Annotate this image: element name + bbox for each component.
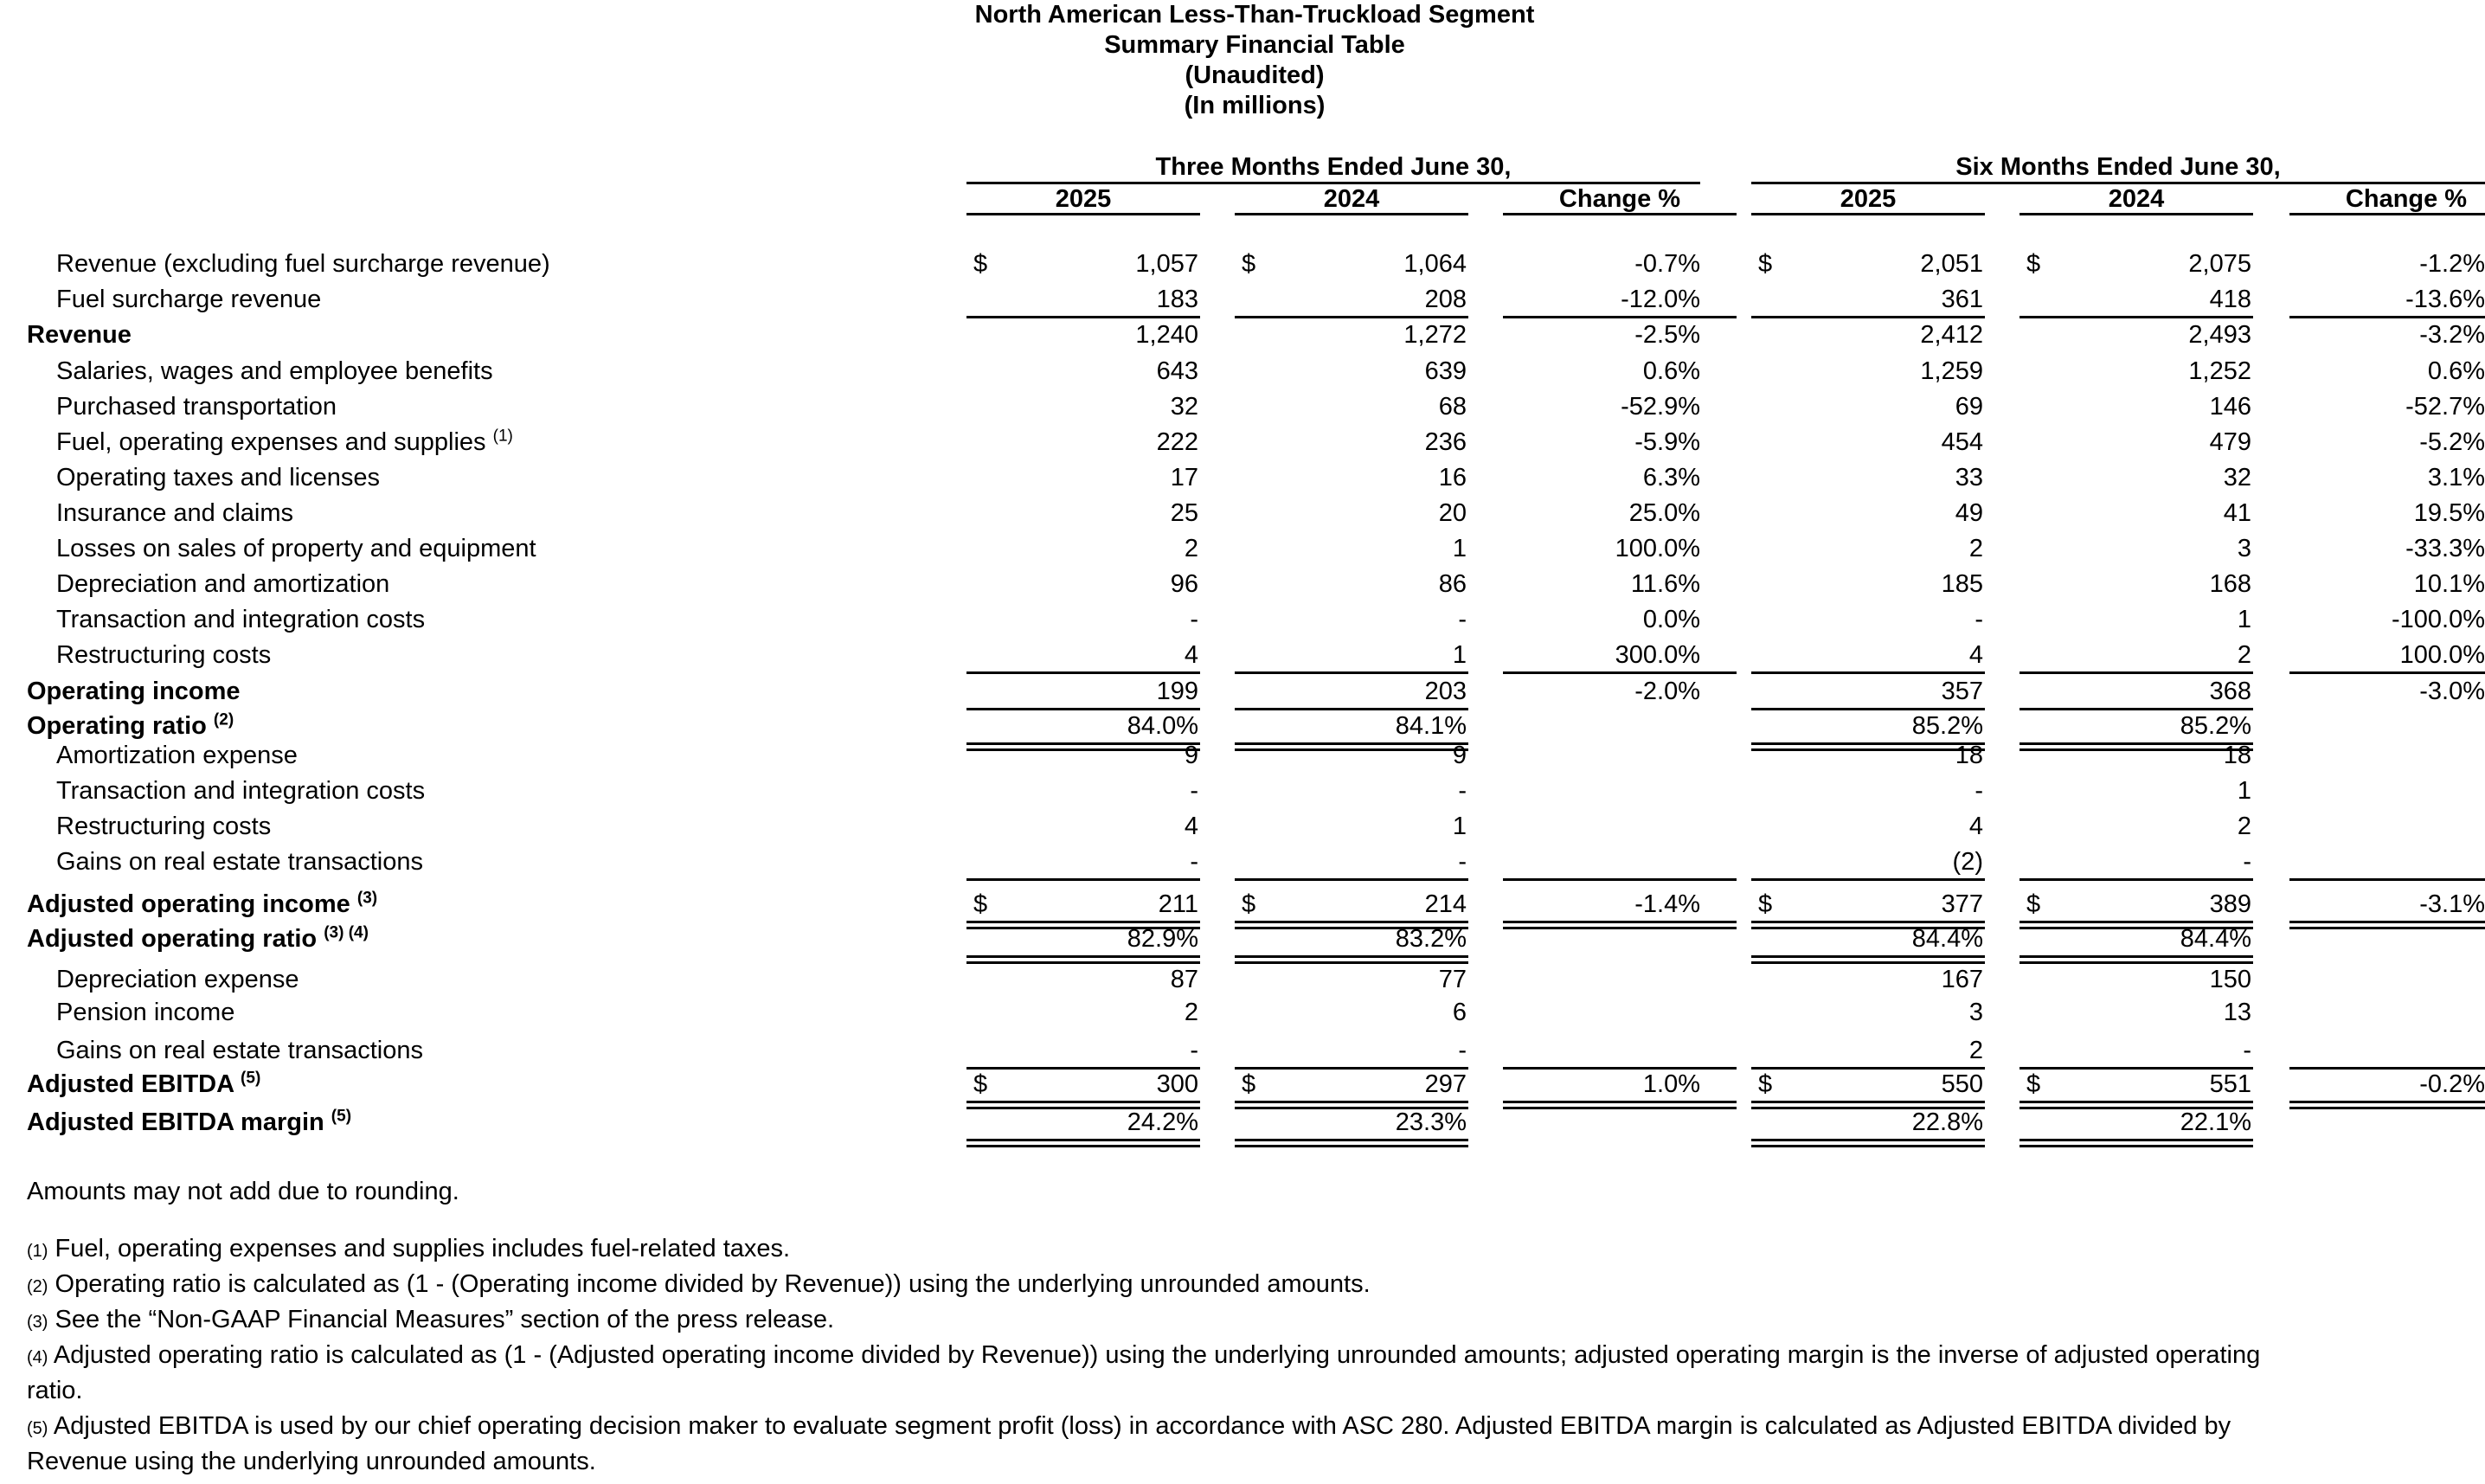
table-cell: -2.5% — [1634, 321, 1700, 349]
table-cell: 22.8% — [1911, 1108, 1983, 1136]
row-label: Revenue (excluding fuel surcharge revenue) — [56, 250, 550, 278]
row-label: Salaries, wages and employee benefits — [56, 357, 493, 385]
currency-symbol: $ — [1242, 1070, 1256, 1098]
double-underline — [966, 955, 1200, 964]
double-underline — [2019, 955, 2253, 964]
report-subtitle: Summary Financial Table — [1104, 31, 1405, 59]
table-cell: 13 — [2223, 999, 2251, 1026]
total-underline — [1503, 878, 1737, 881]
footnote — [27, 1303, 2276, 1339]
double-underline — [1235, 955, 1468, 964]
table-cell: 199 — [1156, 678, 1198, 705]
table-cell: 377 — [1941, 890, 1983, 918]
unaudited-label: (Unaudited) — [1185, 61, 1325, 89]
table-cell: -3.1% — [2419, 890, 2485, 918]
currency-symbol: $ — [973, 250, 988, 278]
column-header-underline — [1235, 213, 1468, 215]
total-underline — [966, 878, 1200, 881]
three-months-header: Three Months Ended June 30, — [1155, 153, 1512, 181]
table-cell: - — [1975, 777, 1983, 805]
table-cell: 18 — [2223, 742, 2251, 769]
table-cell: 550 — [1941, 1070, 1983, 1098]
table-cell: 2,493 — [2188, 321, 2251, 349]
table-cell: 86 — [1438, 570, 1467, 598]
currency-symbol: $ — [2026, 1070, 2041, 1098]
double-underline — [966, 1101, 1200, 1109]
table-cell: 300 — [1156, 1070, 1198, 1098]
table-cell: -1.4% — [1634, 890, 1700, 918]
double-underline — [2289, 1101, 2485, 1109]
total-underline — [1235, 316, 1468, 318]
footnote — [27, 1339, 2276, 1407]
table-cell: 2 — [2237, 641, 2251, 669]
table-cell: 479 — [2209, 428, 2251, 456]
double-underline — [1751, 1139, 1985, 1147]
table-cell: 84.0% — [1127, 712, 1198, 740]
table-cell: 100.0% — [2399, 641, 2485, 669]
table-cell: - — [1190, 848, 1198, 876]
table-cell: -0.2% — [2419, 1070, 2485, 1098]
currency-symbol: $ — [1242, 890, 1256, 918]
table-cell: 1,272 — [1403, 321, 1467, 349]
row-label: Transaction and integration costs — [56, 777, 426, 805]
table-cell: 25 — [1170, 499, 1198, 527]
table-cell: 3.1% — [2427, 464, 2485, 491]
row-label: Adjusted EBITDA margin $^{(5)}$ — [27, 1107, 352, 1136]
table-cell: -0.7% — [1634, 250, 1700, 278]
table-cell: 6.3% — [1642, 464, 1700, 491]
table-cell: -12.0% — [1621, 286, 1700, 313]
row-label: Adjusted operating ratio $^{(3) (4)}$ — [27, 923, 369, 953]
double-underline — [1503, 921, 1737, 929]
table-cell: 2,412 — [1920, 321, 1983, 349]
table-cell: 10.1% — [2413, 570, 2485, 598]
currency-symbol: $ — [1758, 890, 1773, 918]
table-cell: 6 — [1452, 999, 1467, 1026]
double-underline — [1235, 1139, 1468, 1147]
row-label: Fuel surcharge revenue — [56, 286, 322, 313]
table-cell: 32 — [2223, 464, 2251, 491]
row-label: Gains on real estate transactions — [56, 1037, 423, 1064]
table-cell: 25.0% — [1628, 499, 1700, 527]
footnote-marker: (1) — [27, 1242, 48, 1261]
footnote-marker: (2) — [213, 710, 234, 729]
table-cell: 84.4% — [1911, 925, 1983, 953]
table-cell: -100.0% — [2391, 606, 2485, 633]
table-cell: 84.1% — [1395, 712, 1467, 740]
row-label: Depreciation and amortization — [56, 570, 390, 598]
table-cell: 32 — [1170, 393, 1198, 421]
table-cell: 297 — [1424, 1070, 1467, 1098]
table-cell: 16 — [1438, 464, 1467, 491]
table-cell: - — [1975, 606, 1983, 633]
table-cell: 454 — [1941, 428, 1983, 456]
column-header: 2025 — [1840, 185, 1897, 213]
table-cell: 1,240 — [1135, 321, 1198, 349]
row-label: Insurance and claims — [56, 499, 294, 527]
units-label: (In millions) — [1184, 92, 1326, 119]
total-underline — [2019, 878, 2253, 881]
footnote-text: See the “Non-GAAP Financial Measures” section of the press release. — [48, 1306, 835, 1333]
table-cell: 20 — [1438, 499, 1467, 527]
double-underline — [1751, 955, 1985, 964]
table-cell: 85.2% — [2180, 712, 2251, 740]
table-cell: 168 — [2209, 570, 2251, 598]
row-label: Amortization expense — [56, 742, 298, 769]
table-cell: 82.9% — [1127, 925, 1198, 953]
total-underline — [2289, 671, 2485, 674]
footnote-text: Adjusted EBITDA is used by our chief operating decision maker to evaluate segment profit (loss) in accordance with ASC 280. Adjusted EBITDA margin is calculated as Adjusted EBITDA divided by Revenue using the underlying unrounded amounts. — [27, 1412, 2231, 1475]
footnote-marker: (3) — [356, 889, 378, 908]
table-cell: 222 — [1156, 428, 1198, 456]
row-label: Adjusted operating income $^{(3)}$ — [27, 889, 378, 918]
table-cell: 96 — [1170, 570, 1198, 598]
table-cell: 361 — [1941, 286, 1983, 313]
table-cell: - — [1458, 848, 1467, 876]
rounding-note: Amounts may not add due to rounding. — [27, 1178, 459, 1205]
double-underline — [1235, 1101, 1468, 1109]
column-header-underline — [2019, 213, 2253, 215]
table-cell: 1 — [2237, 777, 2251, 805]
double-underline — [2289, 921, 2485, 929]
table-cell: 4 — [1184, 641, 1198, 669]
total-underline — [1751, 316, 1985, 318]
total-underline — [2289, 316, 2485, 318]
table-cell: 0.6% — [1642, 357, 1700, 385]
table-cell: (2) — [1952, 848, 1983, 876]
table-cell: -3.2% — [2419, 321, 2485, 349]
currency-symbol: $ — [1758, 250, 1773, 278]
total-underline — [966, 671, 1200, 674]
footnote — [27, 1268, 2276, 1303]
table-cell: 2 — [1968, 1037, 1983, 1064]
row-label: Restructuring costs — [56, 813, 272, 840]
footnote-text: Operating ratio is calculated as (1 - (Operating income divided by Revenue)) using the underlying unrounded amounts. — [48, 1270, 1371, 1298]
table-cell: - — [2243, 848, 2251, 876]
table-cell: 3 — [2237, 535, 2251, 562]
table-cell: -1.2% — [2419, 250, 2485, 278]
table-cell: 208 — [1424, 286, 1467, 313]
table-cell: -5.2% — [2419, 428, 2485, 456]
row-label: Transaction and integration costs — [56, 606, 426, 633]
double-underline — [1751, 1101, 1985, 1109]
column-header: 2024 — [1323, 185, 1380, 213]
total-underline — [2019, 316, 2253, 318]
table-cell: 22.1% — [2180, 1108, 2251, 1136]
double-underline — [1751, 921, 1985, 929]
table-cell: 146 — [2209, 393, 2251, 421]
table-cell: 4 — [1968, 813, 1983, 840]
table-cell: 203 — [1424, 678, 1467, 705]
row-label: Adjusted EBITDA $^{(5)}$ — [27, 1069, 261, 1098]
footnote-marker: (3) (4) — [324, 923, 369, 942]
column-header-underline — [1751, 213, 1985, 215]
table-cell: - — [1190, 777, 1198, 805]
table-cell: 85.2% — [1911, 712, 1983, 740]
double-underline — [1503, 1101, 1737, 1109]
total-underline — [1503, 316, 1737, 318]
currency-symbol: $ — [973, 890, 988, 918]
table-cell: 1 — [1452, 813, 1467, 840]
table-cell: 4 — [1184, 813, 1198, 840]
table-cell: - — [1190, 1037, 1198, 1064]
footnote-marker: (5) — [331, 1107, 352, 1126]
table-cell: 0.0% — [1642, 606, 1700, 633]
column-header: 2025 — [1055, 185, 1112, 213]
footnote-marker: (2) — [27, 1277, 48, 1296]
table-cell: 643 — [1156, 357, 1198, 385]
table-cell: 3 — [1968, 999, 1983, 1026]
table-cell: 84.4% — [2180, 925, 2251, 953]
column-header-underline — [2289, 213, 2485, 215]
table-cell: 83.2% — [1395, 925, 1467, 953]
table-cell: 87 — [1170, 966, 1198, 993]
table-cell: 100.0% — [1615, 535, 1700, 562]
table-cell: 183 — [1156, 286, 1198, 313]
table-cell: -13.6% — [2405, 286, 2485, 313]
total-underline — [1235, 708, 1468, 710]
table-cell: 214 — [1424, 890, 1467, 918]
currency-symbol: $ — [2026, 250, 2041, 278]
total-underline — [1503, 671, 1737, 674]
table-cell: 357 — [1941, 678, 1983, 705]
column-header: Change % — [2345, 185, 2468, 213]
table-cell: -3.0% — [2419, 678, 2485, 705]
table-cell: -2.0% — [1634, 678, 1700, 705]
table-cell: 17 — [1170, 464, 1198, 491]
table-cell: 1,252 — [2188, 357, 2251, 385]
total-underline — [2019, 671, 2253, 674]
table-cell: 211 — [1158, 890, 1198, 918]
table-cell: 9 — [1184, 742, 1198, 769]
total-underline — [1751, 878, 1985, 881]
table-cell: 9 — [1452, 742, 1467, 769]
table-cell: - — [1190, 606, 1198, 633]
row-label: Losses on sales of property and equipment — [56, 535, 536, 562]
table-cell: 11.6% — [1630, 570, 1700, 598]
total-underline — [1751, 671, 1985, 674]
row-label: Pension income — [56, 999, 235, 1026]
table-cell: 185 — [1941, 570, 1983, 598]
table-cell: 49 — [1955, 499, 1983, 527]
table-cell: 1 — [1452, 535, 1467, 562]
table-cell: 1,064 — [1403, 250, 1467, 278]
footnote-marker: (5) — [27, 1419, 48, 1438]
table-cell: - — [1458, 1037, 1467, 1064]
total-underline — [2019, 708, 2253, 710]
table-cell: 389 — [2209, 890, 2251, 918]
double-underline — [966, 1139, 1200, 1147]
total-underline — [1235, 671, 1468, 674]
column-header-underline — [1503, 213, 1737, 215]
currency-symbol: $ — [1242, 250, 1256, 278]
footnote — [27, 1410, 2276, 1478]
table-cell: - — [1458, 606, 1467, 633]
table-cell: 68 — [1438, 393, 1467, 421]
footnote-text: Adjusted operating ratio is calculated as (1 - (Adjusted operating income divided by Revenue)) using the underlying unrounded amounts; adjusted operating margin is the inverse of adjusted operating ratio. — [27, 1341, 2261, 1404]
row-label: Operating ratio $^{(2)}$ — [27, 710, 234, 740]
report-title: North American Less-Than-Truckload Segment — [974, 1, 1535, 29]
table-cell: 2 — [2237, 813, 2251, 840]
footnote-marker: (4) — [27, 1348, 48, 1367]
double-underline — [2019, 1139, 2253, 1147]
table-cell: -52.9% — [1621, 393, 1700, 421]
table-cell: 2 — [1968, 535, 1983, 562]
double-underline — [2019, 1101, 2253, 1109]
table-cell: 368 — [2209, 678, 2251, 705]
table-cell: 1,259 — [1920, 357, 1983, 385]
table-cell: 236 — [1424, 428, 1467, 456]
total-underline — [2289, 878, 2485, 881]
table-cell: 2 — [1184, 999, 1198, 1026]
row-label: Operating income — [27, 678, 241, 705]
row-label: Operating taxes and licenses — [56, 464, 380, 491]
table-cell: 23.3% — [1395, 1108, 1467, 1136]
footnote-marker: (1) — [492, 427, 513, 446]
double-underline — [2019, 921, 2253, 929]
currency-symbol: $ — [1758, 1070, 1773, 1098]
total-underline — [1235, 878, 1468, 881]
footnote-text: Fuel, operating expenses and supplies includes fuel-related taxes. — [48, 1235, 791, 1262]
table-cell: 1,057 — [1135, 250, 1198, 278]
column-header-underline — [966, 213, 1200, 215]
table-cell: -5.9% — [1634, 428, 1700, 456]
footnote-marker: (5) — [241, 1069, 261, 1088]
table-cell: 1 — [2237, 606, 2251, 633]
table-cell: 0.6% — [2427, 357, 2485, 385]
table-cell: -52.7% — [2405, 393, 2485, 421]
double-underline — [1235, 921, 1468, 929]
table-cell: 551 — [2209, 1070, 2251, 1098]
table-cell: 41 — [2223, 499, 2251, 527]
footnote-marker: (3) — [27, 1313, 48, 1332]
row-label: Gains on real estate transactions — [56, 848, 423, 876]
table-cell: 24.2% — [1127, 1108, 1198, 1136]
table-cell: - — [1458, 777, 1467, 805]
table-cell: 4 — [1968, 641, 1983, 669]
table-cell: 69 — [1955, 393, 1983, 421]
row-label: Depreciation expense — [56, 966, 299, 993]
table-cell: 1 — [1452, 641, 1467, 669]
column-header: 2024 — [2108, 185, 2165, 213]
footnote — [27, 1232, 2276, 1268]
row-label: Fuel, operating expenses and supplies $^{(1)}$ — [56, 427, 513, 456]
total-underline — [966, 316, 1200, 318]
table-cell: 2,051 — [1920, 250, 1983, 278]
table-cell: 150 — [2209, 966, 2251, 993]
table-cell: - — [2243, 1037, 2251, 1064]
table-cell: 1.0% — [1642, 1070, 1700, 1098]
table-cell: 33 — [1955, 464, 1983, 491]
table-cell: 77 — [1438, 966, 1467, 993]
table-cell: 18 — [1955, 742, 1983, 769]
row-label: Purchased transportation — [56, 393, 337, 421]
total-underline — [966, 708, 1200, 710]
currency-symbol: $ — [973, 1070, 988, 1098]
row-label: Revenue — [27, 321, 132, 349]
table-cell: 19.5% — [2413, 499, 2485, 527]
table-cell: 2,075 — [2188, 250, 2251, 278]
table-cell: 418 — [2209, 286, 2251, 313]
double-underline — [966, 921, 1200, 929]
table-cell: 2 — [1184, 535, 1198, 562]
table-cell: 300.0% — [1615, 641, 1700, 669]
table-cell: 167 — [1941, 966, 1983, 993]
table-cell: 639 — [1424, 357, 1467, 385]
currency-symbol: $ — [2026, 890, 2041, 918]
total-underline — [1751, 708, 1985, 710]
column-header: Change % — [1558, 185, 1681, 213]
six-months-header: Six Months Ended June 30, — [1955, 153, 2281, 181]
table-cell: -33.3% — [2405, 535, 2485, 562]
row-label: Restructuring costs — [56, 641, 272, 669]
